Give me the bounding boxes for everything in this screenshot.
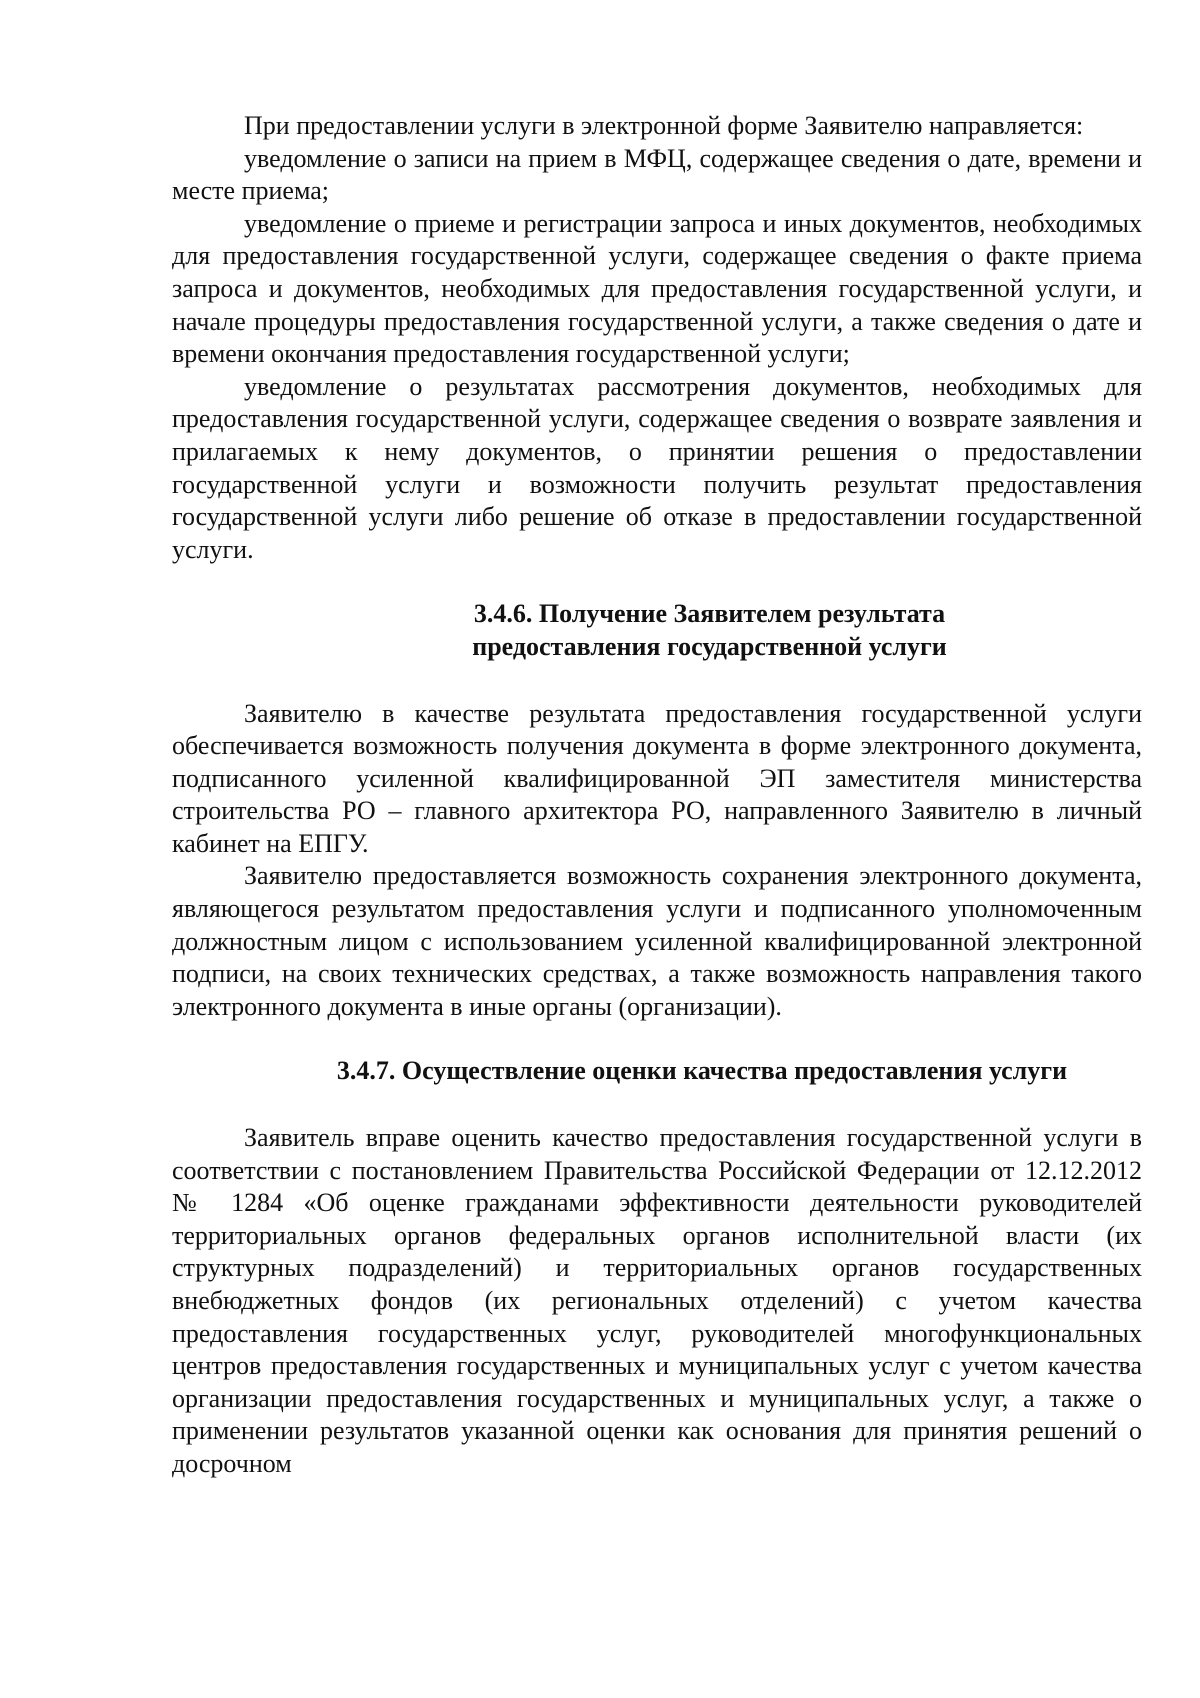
- heading-3-4-7: 3.4.7. Осуществление оценки качества предоставления услуги: [336, 1056, 1068, 1086]
- paragraph-appointment-notice: уведомление о записи на прием в МФЦ, содержащее сведения о дате, времени и месте приема;: [172, 143, 1142, 206]
- paragraph-result-document: Заявителю в качестве результата предоставления государственной услуги обеспечивается возможность получения документа в форме электронного документа, подписанного усиленной квалифицированной ЭП заместителя министерства строительства РО – главного архитектора РО, направленного Заявителю в личный кабинет на ЕПГУ.: [172, 698, 1142, 858]
- paragraph-notification-intro: При предоставлении услуги в электронной форме Заявителю направляется:: [244, 111, 1084, 140]
- paragraph-receipt-notice: уведомление о приеме и регистрации запроса и иных документов, необходимых для предоставления государственной услуги, содержащее сведения о факте приема запроса и документов, необходимых для предоставления государственной услуги, и начале процедуры предоставления государственной услуги, а также сведения о дате и времени окончания предоставления государственной услуги;: [172, 208, 1142, 369]
- heading-3-4-6-line1: 3.4.6. Получение Заявителем результата: [473, 599, 946, 629]
- document-page: [172, 110, 1142, 1481]
- paragraph-save-document: Заявителю предоставляется возможность сохранения электронного документа, являющегося результатом предоставления услуги и подписанного уполномоченным должностным лицом с использованием усиленной квалифицированной электронной подписи, на своих технических средствах, а также возможность направления такого электронного документа в иные органы (организации).: [172, 861, 1142, 1021]
- paragraph-review-results-notice: уведомление о результатах рассмотрения документов, необходимых для предоставления государственной услуги, содержащее сведения о возврате заявления и прилагаемых к нему документов, о принятии решения о предоставлении государственной услуги и возможности получить результат предоставления государственной услуги либо решение об отказе в предоставлении государственной услуги.: [172, 371, 1142, 564]
- heading-3-4-6: [172, 598, 1142, 663]
- paragraph-quality-assessment: Заявитель вправе оценить качество предоставления государственной услуги в соответствии с постановлением Правительства Российской Федерации от 12.12.2012 № 1284 «Об оценке гражданами эффективности деятельности руководителей территориальных органов федеральных органов исполнительной власти (их структурных подразделений) и территориальных органов государственных внебюджетных фондов (их региональных отделений) с учетом качества предоставления государственных услуг, руководителей многофункциональных центров предоставления государственных и муниципальных услуг с учетом качества организации предоставления государственных и муниципальных услуг, а также о применении результатов указанной оценки как основания для принятия решений о досрочном: [172, 1123, 1142, 1478]
- heading-3-4-6-line2: предоставления государственной услуги: [472, 631, 947, 661]
